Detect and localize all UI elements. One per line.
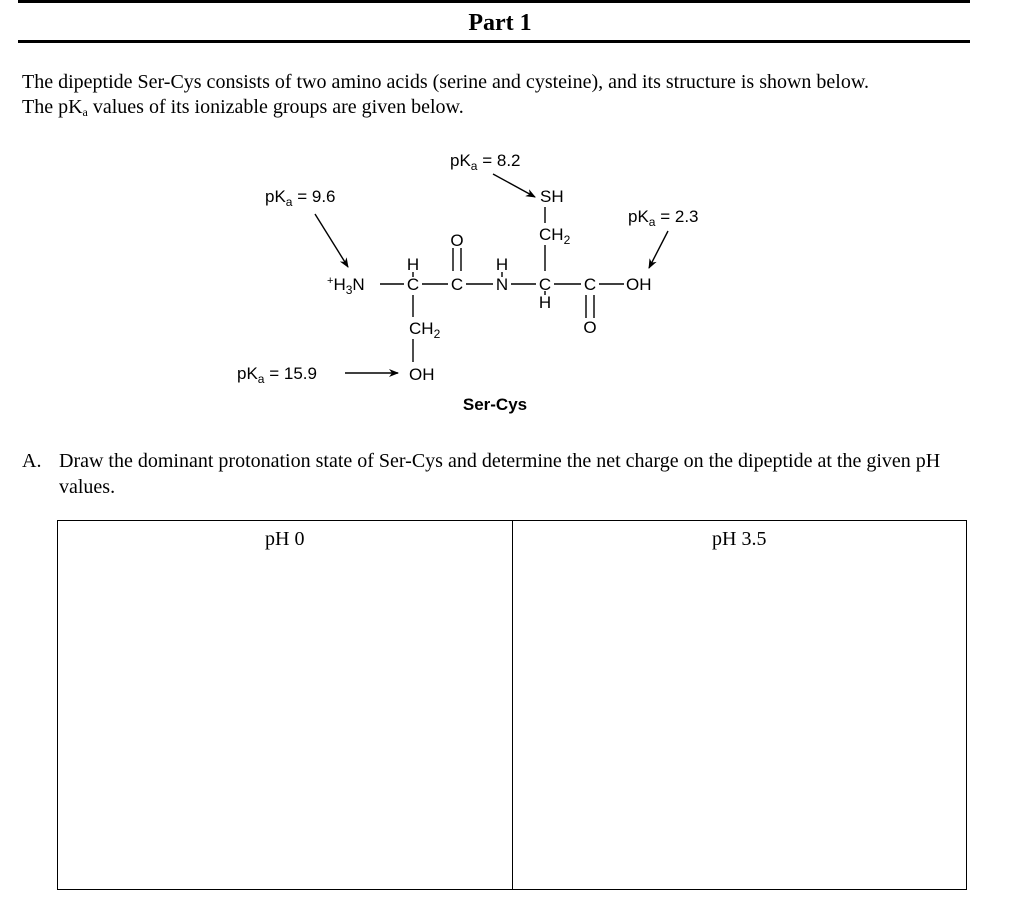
intro-line-1: The dipeptide Ser-Cys consists of two amino acids (serine and cysteine), and its structure is shown below.	[22, 71, 870, 93]
answer-table	[57, 520, 967, 890]
question-a	[22, 448, 982, 500]
carboxyl-carbonyl-oxygen: O	[583, 318, 597, 337]
structure-name: Ser-Cys	[462, 395, 528, 414]
answer-cell-label: pH 0	[265, 528, 305, 550]
carboxyl-hydroxyl: OH	[626, 275, 652, 294]
question-label: A.	[22, 450, 42, 472]
answer-cell-ph-0[interactable]	[58, 521, 512, 889]
carbonyl-carbon-1: C	[450, 275, 464, 294]
ser-alpha-carbon: C	[406, 275, 420, 294]
arrow-thiol	[493, 174, 535, 197]
title-underline-rule	[18, 40, 970, 43]
pka-label-amine: $pK_a = 9.6$	[265, 187, 336, 209]
amide-hydrogen: H	[495, 255, 509, 274]
ser-side-chain-ch2: $CH_2$	[409, 319, 441, 341]
page-title: Part 1	[468, 10, 532, 36]
ser-alpha-hydrogen: H	[406, 255, 420, 274]
ser-side-chain-oh: OH	[409, 365, 435, 384]
intro-line-2-subscript: a	[82, 105, 88, 119]
intro-line-2-suffix: values of its ionizable groups are given below.	[87, 96, 464, 118]
cys-alpha-hydrogen: H	[538, 293, 552, 312]
answer-cell-ph-3-5[interactable]	[512, 521, 967, 889]
pka-label-thiol: $pK_a = 8.2$	[450, 151, 521, 173]
top-rule	[18, 0, 970, 3]
pka-label-carboxyl: $pK_a = 2.3$	[628, 207, 699, 229]
carbonyl-oxygen-1: O	[450, 231, 464, 250]
intro-line-2-prefix: The pK	[22, 96, 83, 118]
pka-label-hydroxyl: $pK_a = 15.9$	[237, 364, 317, 386]
amine-group: $^+H_3N$	[327, 275, 365, 297]
intro-line-2	[22, 95, 982, 125]
ser-cys-structure	[200, 140, 800, 430]
amide-nitrogen: N	[495, 275, 509, 294]
cys-side-chain-ch2: $CH_2$	[539, 225, 571, 247]
arrow-amine	[315, 214, 348, 267]
arrow-carboxyl	[649, 231, 668, 268]
answer-cell-label: pH 3.5	[712, 528, 767, 550]
intro-paragraph	[22, 70, 982, 125]
question-text: Draw the dominant protonation state of Ser-Cys and determine the net charge on the dipeptide at the given pH values.	[59, 450, 941, 498]
carboxyl-carbon: C	[583, 275, 597, 294]
cys-alpha-carbon: C	[538, 275, 552, 294]
cys-side-chain-sh: SH	[540, 187, 564, 206]
